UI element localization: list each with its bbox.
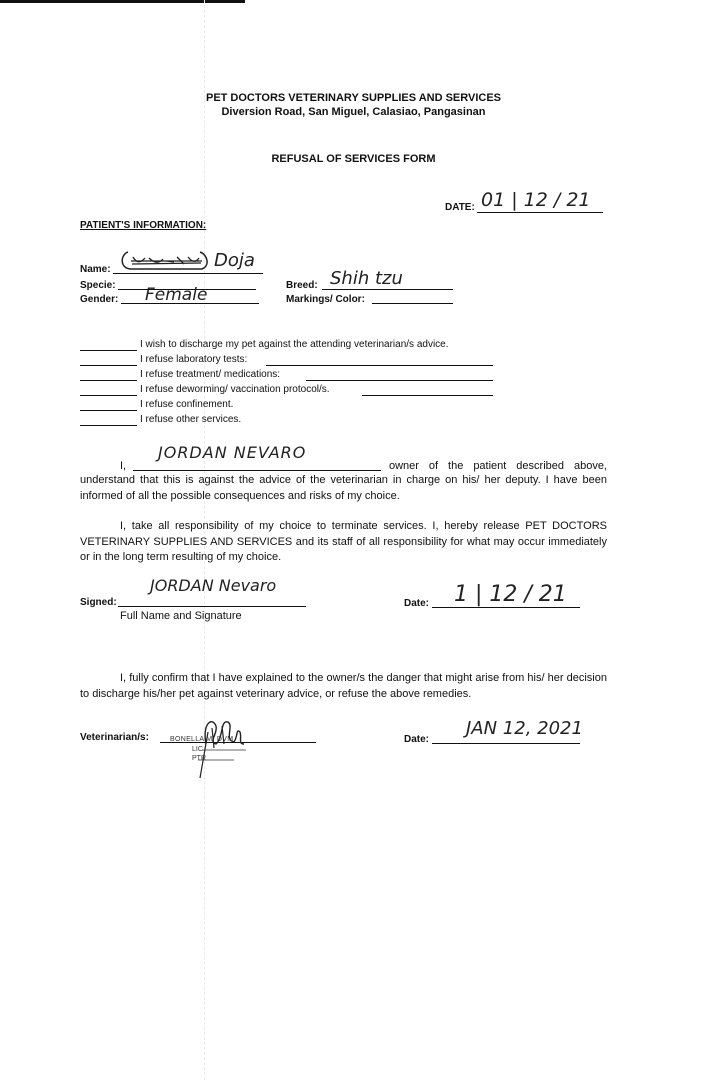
crossed-out-name-drawing (118, 249, 210, 272)
vet-lic-stamp: LIC (192, 746, 203, 753)
date-value[interactable]: 01 | 12 / 21 (481, 189, 591, 211)
owner-date-line (432, 607, 580, 608)
markings-label: Markings/ Color: (286, 294, 365, 305)
owner-signature[interactable]: JORDAN Nevaro (150, 576, 277, 595)
vet-label: Veterinarian/s: (80, 732, 149, 743)
vet-date-label: Date: (404, 734, 430, 745)
signed-line (118, 606, 306, 607)
company-name: PET DOCTORS VETERINARY SUPPLIES AND SERVICES (205, 92, 502, 104)
option-confinement: I refuse confinement. (140, 399, 234, 410)
owner-date-label: Date: (404, 598, 430, 609)
vet-date-line (432, 743, 580, 744)
name-label: Name: (80, 264, 111, 275)
deworming-line[interactable] (362, 395, 493, 396)
markings-line (372, 303, 453, 304)
option-blank-1[interactable] (80, 350, 137, 351)
owner-name-value[interactable]: JORDAN NEVARO (158, 443, 307, 462)
responsibility-paragraph: I, take all responsibility of my choice to terminate services. I, hereby release PET DOCTORS VETERINARY SUPPLIES AND SERVICES and its staff of all responsibility for what may occur immediately or in the long term resulting of my choice. (80, 520, 607, 563)
confirmation-paragraph: I, fully confirm that I have explained to the owner/s the danger that might arise from his/ her decision to discharge his/her pet against veterinary advice, or refuse the above remedies. (80, 672, 607, 700)
gender-label: Gender: (80, 294, 119, 305)
statement-suffix: owner of the patient described above, (389, 460, 607, 472)
name-scribble (118, 249, 210, 272)
owner-date-value[interactable]: 1 | 12 / 21 (454, 582, 567, 607)
date-line (477, 212, 603, 213)
option-lab-tests: I refuse laboratory tests: (140, 354, 248, 365)
option-blank-6[interactable] (80, 425, 137, 426)
breed-value[interactable]: Shih tzu (330, 268, 403, 289)
form-title: REFUSAL OF SERVICES FORM (271, 153, 436, 165)
patient-info-heading: PATIENT'S INFORMATION: (80, 220, 207, 231)
name-value[interactable]: Doja (214, 250, 255, 271)
statement-prefix: I, (120, 460, 127, 472)
option-other: I refuse other services. (140, 414, 242, 425)
treatment-line[interactable] (306, 380, 493, 381)
signed-label: Signed: (80, 597, 117, 608)
option-discharge: I wish to discharge my pet against the attending veterinarian/s advice. (140, 339, 449, 350)
breed-label: Breed: (286, 280, 318, 291)
specie-label: Specie: (80, 280, 116, 291)
signature-caption: Full Name and Signature (120, 610, 242, 622)
statement-body: understand that this is against the advice of the veterinarian in charge on his/ her deputy. I have been informed of all the possible consequences and risks of my choice. (80, 474, 607, 502)
date-label: DATE: (445, 202, 475, 213)
option-blank-2[interactable] (80, 365, 137, 366)
option-treatment: I refuse treatment/ medications: (140, 369, 281, 380)
option-blank-4[interactable] (80, 395, 137, 396)
company-address: Diversion Road, San Miguel, Calasiao, Pangasinan (221, 106, 486, 118)
option-deworming: I refuse deworming/ vaccination protocol/s. (140, 384, 330, 395)
vet-date-value[interactable]: JAN 12, 2021 (466, 718, 583, 739)
owner-name-line (133, 470, 381, 471)
option-blank-3[interactable] (80, 380, 137, 381)
lab-tests-line[interactable] (266, 365, 493, 366)
vet-name-stamp: BONELLA M. DVM (170, 736, 234, 743)
gender-value[interactable]: Female (145, 285, 208, 305)
option-blank-5[interactable] (80, 410, 137, 411)
vet-ptr-stamp: PTR (192, 755, 206, 762)
breed-line (322, 289, 453, 290)
scan-edge-mark (0, 0, 245, 3)
name-line (113, 273, 263, 274)
